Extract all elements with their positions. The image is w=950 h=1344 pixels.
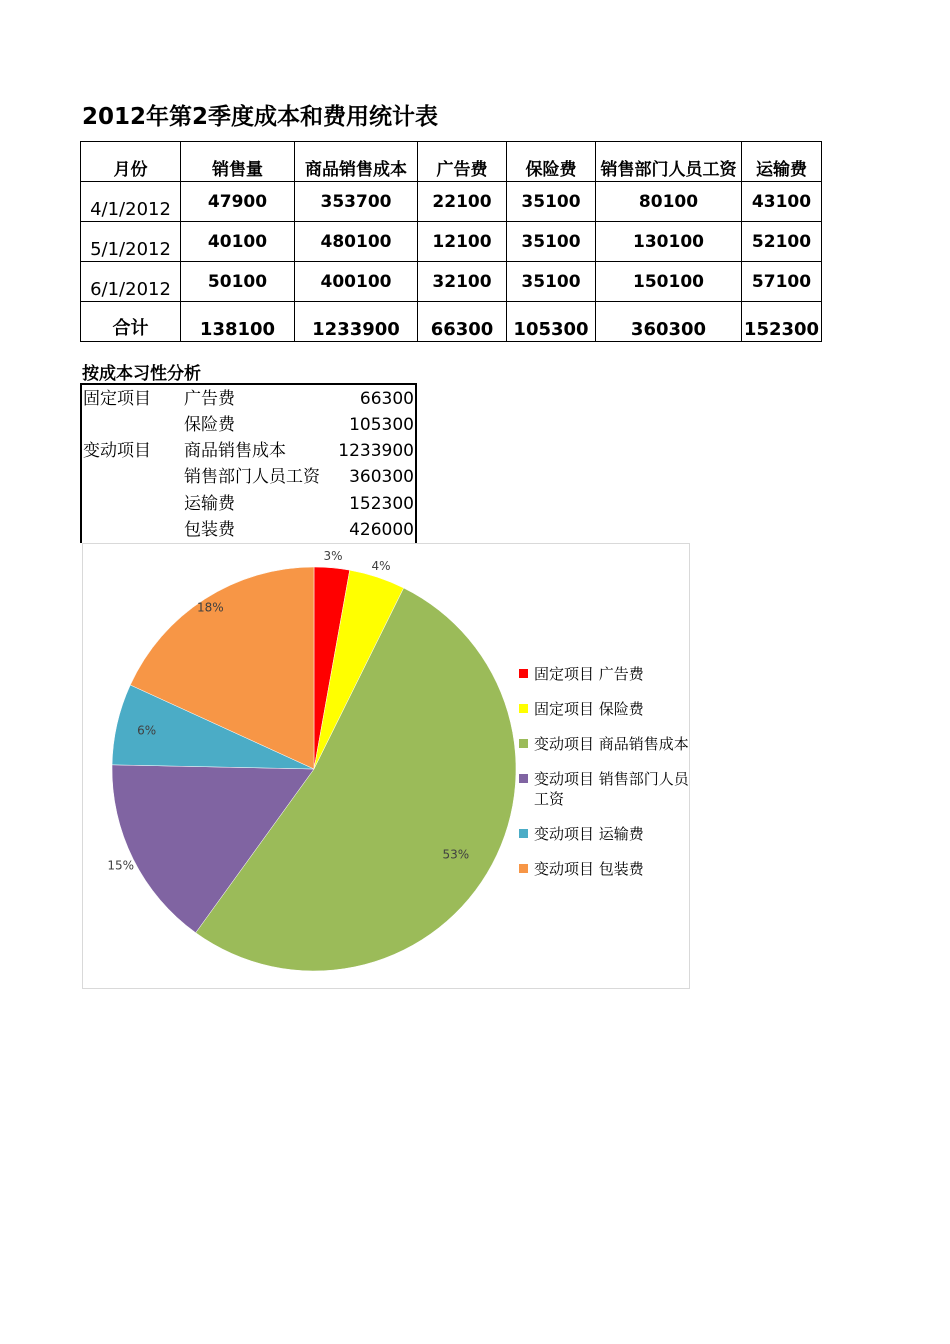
cell-insurance[interactable]: 35100 <box>507 262 596 302</box>
total-sales-volume[interactable]: 138100 <box>181 302 295 342</box>
cell-month[interactable]: 4/1/2012 <box>81 182 181 222</box>
legend-swatch <box>519 864 528 873</box>
header-month[interactable]: 月份 <box>81 142 181 182</box>
cell-sales-volume[interactable]: 50100 <box>181 262 295 302</box>
legend-item[interactable] <box>519 859 689 879</box>
legend-swatch <box>519 704 528 713</box>
cell-transport[interactable]: 52100 <box>742 222 822 262</box>
table-header-row <box>81 142 822 182</box>
analysis-row <box>82 491 415 517</box>
legend-item[interactable] <box>519 699 689 719</box>
legend-item[interactable] <box>519 734 689 754</box>
legend-label: 固定项目 广告费 <box>534 665 644 683</box>
cell-insurance[interactable]: 35100 <box>507 182 596 222</box>
header-sales-staff-wages[interactable]: 销售部门人员工资 <box>596 142 742 182</box>
cost-table <box>80 141 822 342</box>
header-transport[interactable]: 运输费 <box>742 142 822 182</box>
legend-swatch <box>519 829 528 838</box>
cell-sales-staff-wages[interactable]: 130100 <box>596 222 742 262</box>
analysis-title: 按成本习性分析 <box>82 364 201 384</box>
analysis-value[interactable]: 1233900 <box>338 441 414 461</box>
total-transport[interactable]: 152300 <box>742 302 822 342</box>
total-label[interactable]: 合计 <box>81 302 181 342</box>
cell-advertising[interactable]: 22100 <box>418 182 507 222</box>
pie-percent-label: 3% <box>323 548 343 563</box>
chart-legend <box>519 664 689 894</box>
analysis-item[interactable]: 商品销售成本 <box>184 441 286 461</box>
cell-insurance[interactable]: 35100 <box>507 222 596 262</box>
header-advertising[interactable]: 广告费 <box>418 142 507 182</box>
legend-label: 固定项目 保险费 <box>534 700 644 718</box>
header-insurance[interactable]: 保险费 <box>507 142 596 182</box>
analysis-category[interactable]: 固定项目 <box>83 389 151 409</box>
analysis-table <box>80 383 417 543</box>
analysis-category[interactable]: 变动项目 <box>83 441 151 461</box>
analysis-value[interactable]: 360300 <box>349 467 414 487</box>
legend-swatch <box>519 669 528 678</box>
analysis-item[interactable]: 销售部门人员工资 <box>184 467 320 487</box>
legend-item[interactable] <box>519 769 689 809</box>
cell-goods-cost[interactable]: 480100 <box>295 222 418 262</box>
cell-goods-cost[interactable]: 353700 <box>295 182 418 222</box>
header-goods-cost[interactable]: 商品销售成本 <box>295 142 418 182</box>
cell-sales-staff-wages[interactable]: 80100 <box>596 182 742 222</box>
legend-item[interactable] <box>519 664 689 684</box>
table-total-row <box>81 302 822 342</box>
cell-sales-volume[interactable]: 47900 <box>181 182 295 222</box>
analysis-item[interactable]: 保险费 <box>184 415 235 435</box>
pie-percent-label: 4% <box>371 558 391 573</box>
analysis-row <box>82 517 415 543</box>
header-sales-volume[interactable]: 销售量 <box>181 142 295 182</box>
legend-item[interactable] <box>519 824 689 844</box>
cell-month[interactable]: 6/1/2012 <box>81 262 181 302</box>
pie-percent-label: 15% <box>107 858 134 873</box>
table-row <box>81 182 822 222</box>
analysis-value[interactable]: 152300 <box>349 494 414 514</box>
pie-chart[interactable] <box>82 543 690 989</box>
analysis-item[interactable]: 广告费 <box>184 389 235 409</box>
legend-swatch <box>519 774 528 783</box>
total-advertising[interactable]: 66300 <box>418 302 507 342</box>
cell-transport[interactable]: 57100 <box>742 262 822 302</box>
pie-percent-label: 53% <box>442 847 470 862</box>
analysis-row <box>82 464 415 490</box>
pie-percent-label: 6% <box>137 723 157 738</box>
sheet-title: 2012年第2季度成本和费用统计表 <box>82 104 439 130</box>
analysis-value[interactable]: 105300 <box>349 415 414 435</box>
total-sales-staff-wages[interactable]: 360300 <box>596 302 742 342</box>
cell-sales-volume[interactable]: 40100 <box>181 222 295 262</box>
cell-goods-cost[interactable]: 400100 <box>295 262 418 302</box>
analysis-item[interactable]: 包装费 <box>184 520 235 540</box>
analysis-value[interactable]: 66300 <box>359 389 414 409</box>
cell-month[interactable]: 5/1/2012 <box>81 222 181 262</box>
legend-swatch <box>519 739 528 748</box>
table-row <box>81 222 822 262</box>
legend-label: 变动项目 销售部门人员工资 <box>534 770 689 808</box>
legend-label: 变动项目 商品销售成本 <box>534 735 689 753</box>
analysis-row <box>82 386 415 412</box>
analysis-item[interactable]: 运输费 <box>184 494 235 514</box>
analysis-value[interactable]: 426000 <box>349 520 414 540</box>
pie-percent-label: 18% <box>196 600 224 615</box>
analysis-row <box>82 438 415 464</box>
analysis-row <box>82 412 415 438</box>
table-row <box>81 262 822 302</box>
cell-advertising[interactable]: 32100 <box>418 262 507 302</box>
total-insurance[interactable]: 105300 <box>507 302 596 342</box>
cell-sales-staff-wages[interactable]: 150100 <box>596 262 742 302</box>
legend-label: 变动项目 包装费 <box>534 860 644 878</box>
cell-advertising[interactable]: 12100 <box>418 222 507 262</box>
legend-label: 变动项目 运输费 <box>534 825 644 843</box>
cell-transport[interactable]: 43100 <box>742 182 822 222</box>
total-goods-cost[interactable]: 1233900 <box>295 302 418 342</box>
